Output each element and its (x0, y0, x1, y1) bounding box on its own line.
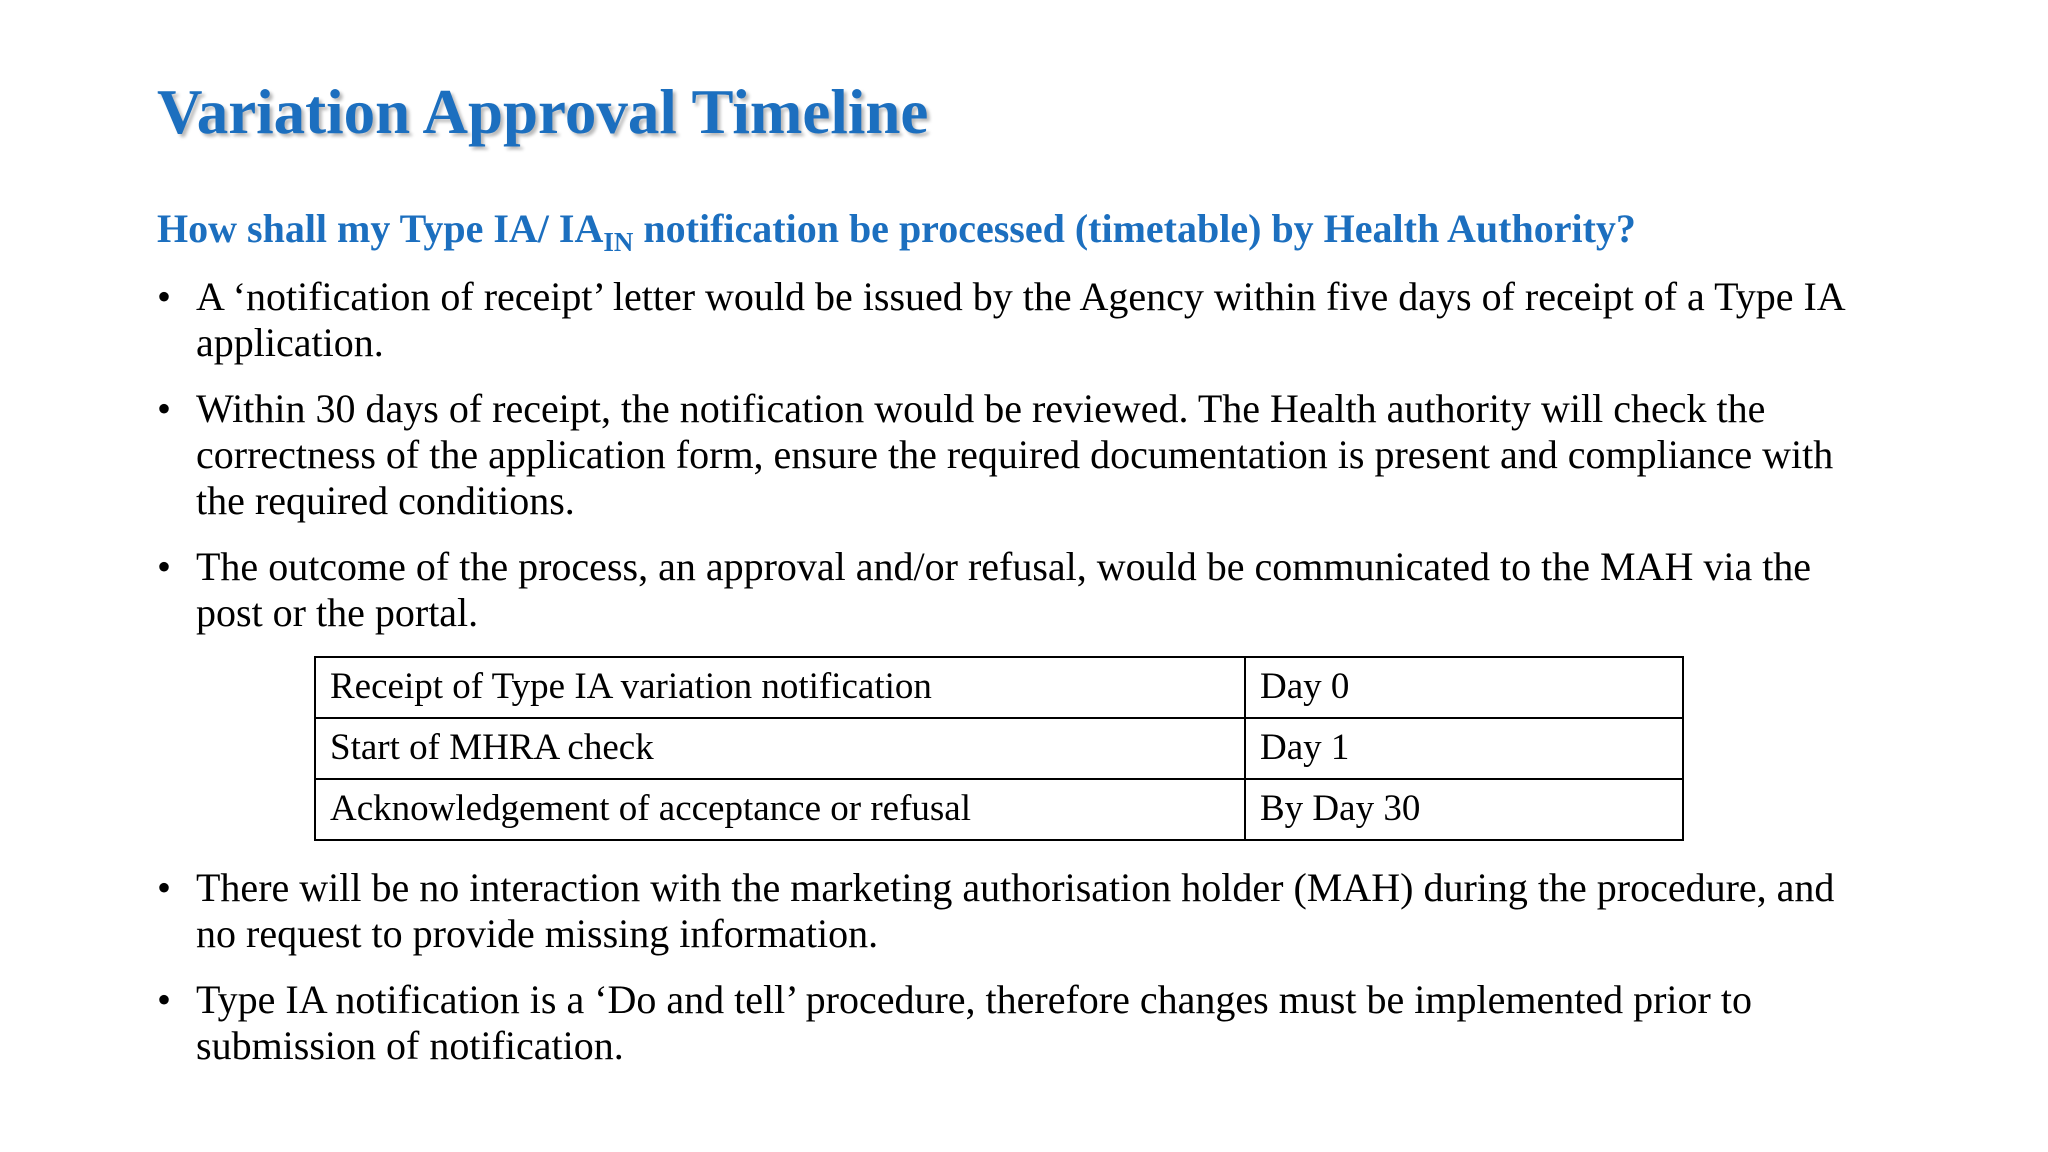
bullet-text: Within 30 days of receipt, the notification would be reviewed. The Health authority will check the correctness of the application form, ensure the required documentation is present and compliance with the required conditions. (196, 386, 1834, 523)
table-row (315, 779, 1683, 840)
bullet-list (157, 274, 1877, 1089)
bullet-item (157, 865, 1877, 957)
table-row (315, 718, 1683, 779)
slide-title: Variation Approval Timeline (157, 77, 929, 147)
bullet-marker: • (157, 977, 172, 1022)
bullet-item (157, 544, 1877, 636)
bullet-text: The outcome of the process, an approval and/or refusal, would be communicated to the MAH via the post or the portal. (196, 544, 1812, 635)
table-cell-day: By Day 30 (1245, 779, 1683, 840)
subtitle-subscript: IN (603, 227, 634, 257)
bullet-item (157, 977, 1877, 1069)
bullet-marker: • (157, 274, 172, 319)
bullet-marker: • (157, 386, 172, 431)
table-cell-day: Day 0 (1245, 657, 1683, 718)
table-row (315, 657, 1683, 718)
timeline-table (314, 656, 1684, 841)
subtitle-text-start: How shall my Type IA/ IA (157, 206, 604, 251)
bullet-marker: • (157, 865, 172, 910)
bullet-marker: • (157, 544, 172, 589)
table-cell-event: Receipt of Type IA variation notification (315, 657, 1245, 718)
bullet-text: A ‘notification of receipt’ letter would be issued by the Agency within five days of receipt of a Type IA application. (196, 274, 1844, 365)
bullet-text: Type IA notification is a ‘Do and tell’ procedure, therefore changes must be implemented prior to submission of notification. (196, 977, 1752, 1068)
bullet-item (157, 386, 1877, 524)
bullet-text: There will be no interaction with the marketing authorisation holder (MAH) during the procedure, and no request to provide missing information. (196, 865, 1835, 956)
slide-subtitle (157, 206, 1636, 257)
subtitle-text-end: notification be processed (timetable) by Health Authority? (633, 206, 1636, 251)
table-cell-event: Acknowledgement of acceptance or refusal (315, 779, 1245, 840)
table-cell-event: Start of MHRA check (315, 718, 1245, 779)
table-cell-day: Day 1 (1245, 718, 1683, 779)
bullet-item (157, 274, 1877, 366)
